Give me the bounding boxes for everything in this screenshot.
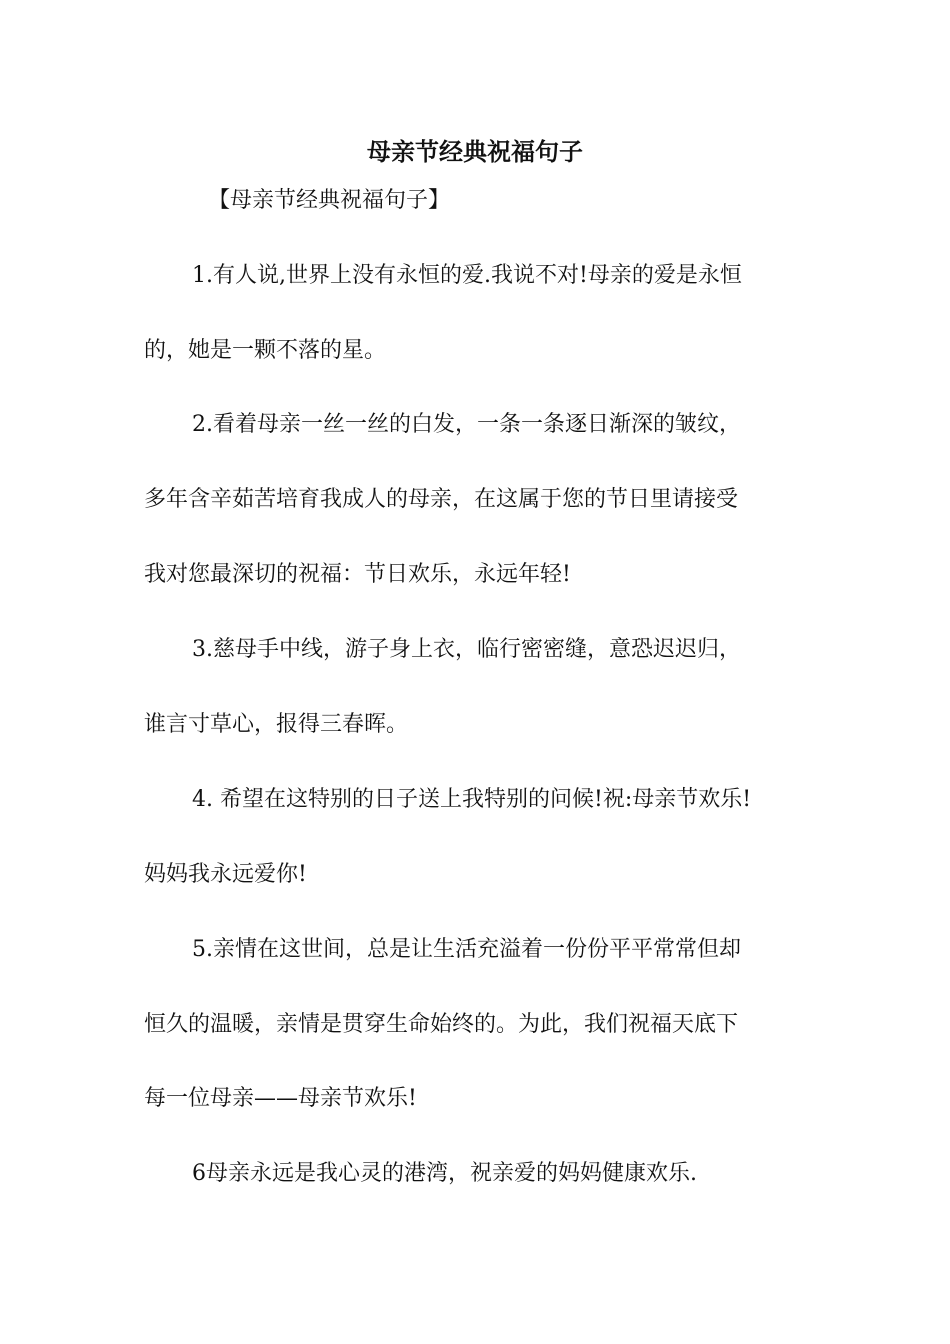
paragraph-line: 2.看着母亲一丝一丝的白发，一条一条逐日渐深的皱纹， <box>192 412 741 437</box>
paragraph-line: 4. 希望在这特别的日子送上我特别的问候!祝:母亲节欢乐! <box>192 787 752 812</box>
paragraph-line: 1.有人说,世界上没有永恒的爱.我说不对!母亲的爱是永恒 <box>192 263 742 288</box>
document-title: 母亲节经典祝福句子 <box>367 137 583 166</box>
paragraph-line: 恒久的温暖，亲情是贯穿生命始终的。为此，我们祝福天底下 <box>144 1012 739 1037</box>
paragraph-line: 3.慈母手中线，游子身上衣，临行密密缝，意恐迟迟归， <box>192 637 741 662</box>
paragraph-line: 谁言寸草心，报得三春晖。 <box>144 712 409 737</box>
paragraph-line: 多年含辛茹苦培育我成人的母亲，在这属于您的节日里请接受 <box>144 487 739 512</box>
paragraph-line: 每一位母亲——母亲节欢乐! <box>144 1086 417 1111</box>
section-heading: 【母亲节经典祝福句子】 <box>208 188 451 213</box>
paragraph-line: 6母亲永远是我心灵的港湾，祝亲爱的妈妈健康欢乐. <box>192 1161 697 1186</box>
paragraph-line: 的，她是一颗不落的星。 <box>144 338 387 363</box>
paragraph-line: 5.亲情在这世间，总是让生活充溢着一份份平平常常但却 <box>192 937 741 962</box>
paragraph-line: 我对您最深切的祝福：节日欢乐，永远年轻! <box>144 562 571 587</box>
paragraph-line: 妈妈我永远爱你! <box>144 862 307 887</box>
